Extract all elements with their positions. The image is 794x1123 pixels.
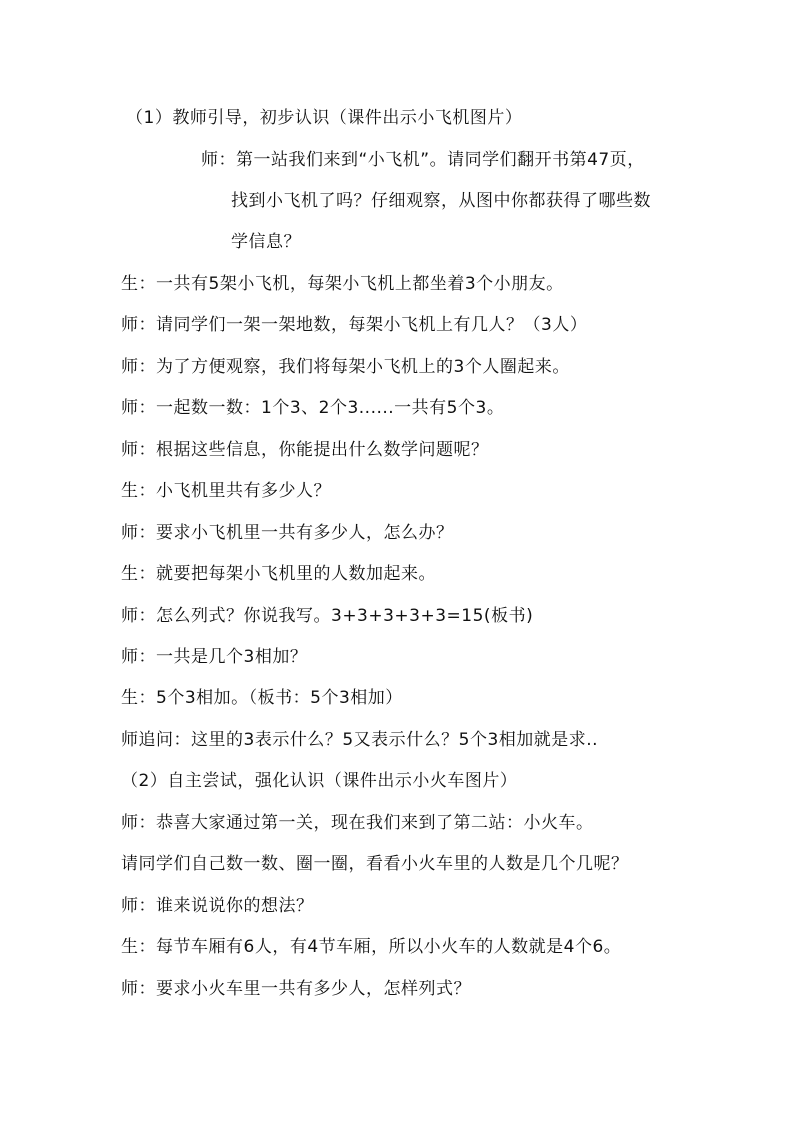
teacher-followup-line: 师追问：这里的3表示什么？5又表示什么？5个3相加就是求.. [121, 730, 599, 750]
teacher-line: 师：恭喜大家通过第一关，现在我们来到了第二站：小火车。 [121, 813, 594, 833]
student-line: 生：小飞机里共有多少人？ [121, 481, 331, 501]
teacher-line: 师：根据这些信息，你能提出什么数学问题呢？ [121, 440, 489, 460]
teacher-line: 师：一共是几个3相加？ [121, 647, 308, 667]
teacher-line-continued: 请同学们自己数一数、圈一圈，看看小火车里的人数是几个几呢？ [121, 854, 629, 874]
student-line: 生：5个3相加。（板书：5个3相加） [121, 688, 403, 708]
teacher-line: 师：谁来说说你的想法？ [121, 896, 314, 916]
student-line: 生：每节车厢有6人，有4节车厢，所以小火车的人数就是4个6。 [121, 937, 622, 957]
teacher-line: 师：要求小火车里一共有多少人，怎样列式？ [121, 979, 471, 999]
teacher-line-continued: 找到小飞机了吗？仔细观察，从图中你都获得了哪些数 [231, 191, 651, 211]
teacher-line-continued: 学信息？ [231, 232, 301, 252]
teacher-line: 师：请同学们一架一架地数，每架小飞机上有几人？（3人） [121, 315, 588, 335]
teacher-line: 师：要求小飞机里一共有多少人，怎么办？ [121, 523, 454, 543]
student-line: 生：就要把每架小飞机里的人数加起来。 [121, 564, 436, 584]
teacher-line: 师：怎么列式？你说我写。3+3+3+3+3=15(板书) [121, 606, 534, 626]
student-line: 生：一共有5架小飞机，每架小飞机上都坐着3个小朋友。 [121, 274, 564, 294]
teacher-line: 师：为了方便观察，我们将每架小飞机上的3个人圈起来。 [121, 357, 570, 377]
section-heading-2: （2）自主尝试，强化认识（课件出示小火车图片） [121, 771, 518, 791]
teacher-line: 师：一起数一数：1个3、2个3......一共有5个3。 [121, 398, 505, 418]
teacher-line: 师：第一站我们来到“小飞机”。请同学们翻开书第47页， [201, 150, 645, 170]
section-heading-1: （1）教师引导，初步认识（课件出示小飞机图片） [126, 108, 523, 128]
